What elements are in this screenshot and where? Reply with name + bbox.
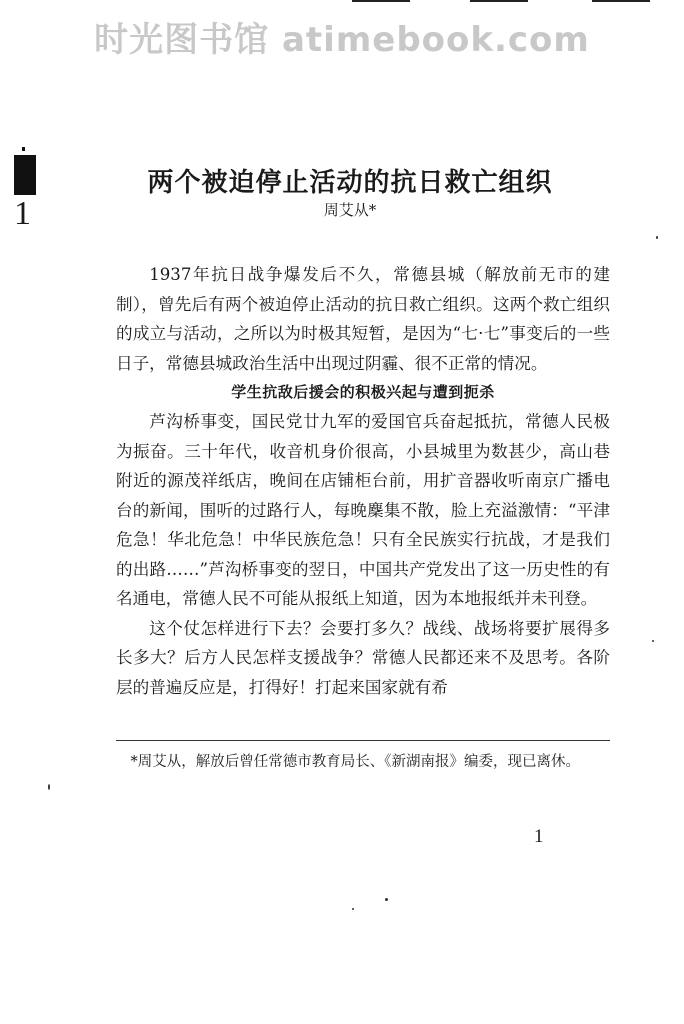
margin-mark	[14, 155, 36, 195]
body-paragraph-1: 芦沟桥事变，国民党廿九军的爱国官兵奋起抵抗，常德人民极为振奋。三十年代，收音机身价很高，小县城里为数甚少，高山巷附近的源茂祥纸店，晚间在店铺柜台前，用扩音器收听南京广播电台的新闻，围听的过路行人，每晚麇集不散，脸上充溢激情：“平津危急！华北危急！中华民族危急！只有全民族实行抗战，才是我们的出路……”芦沟桥事变的翌日，中国共产党发出了这一历史性的有名通电，常德人民不可能从报纸上知道，因为本地报纸并未刊登。	[116, 412, 610, 608]
margin-number: 1	[14, 195, 31, 232]
article-body	[116, 260, 610, 702]
article-title: 两个被迫停止活动的抗日救亡组织	[147, 168, 553, 199]
footnote-rule	[116, 740, 610, 741]
body-paragraph-2: 这个仗怎样进行下去？会要打多久？战线、战场将要扩展得多长多大？后方人民怎样支援战争？常德人民都还来不及思考。各阶层的普遍反应是，打得好！打起来国家就有希	[116, 618, 610, 697]
speck	[656, 236, 658, 239]
speck	[352, 908, 354, 910]
footnote: *周艾从，解放后曾任常德市教育局长、《新湖南报》编委，现已离休。	[130, 754, 580, 770]
top-rule-right	[592, 0, 650, 2]
section-heading: 学生抗敌后援会的积极兴起与遭到扼杀	[231, 383, 495, 401]
intro-paragraph: 1937年抗日战争爆发后不久，常德县城（解放前无市的建制），曾先后有两个被迫停止活动的抗日救亡组织。这两个救亡组织的成立与活动，之所以为时极其短暂，是因为“七·七”事变后的一些日子，常德县城政治生活中出现过阴霾、很不正常的情况。	[116, 265, 610, 373]
speck	[48, 784, 50, 790]
top-rule-left	[352, 0, 410, 2]
page-number: 1	[534, 826, 544, 847]
speck	[652, 640, 654, 642]
top-rule-middle	[470, 0, 528, 2]
watermark: 时光图书馆 atimebook.com	[94, 20, 590, 60]
author-line: 周艾从*	[323, 201, 377, 219]
speck	[385, 898, 388, 901]
